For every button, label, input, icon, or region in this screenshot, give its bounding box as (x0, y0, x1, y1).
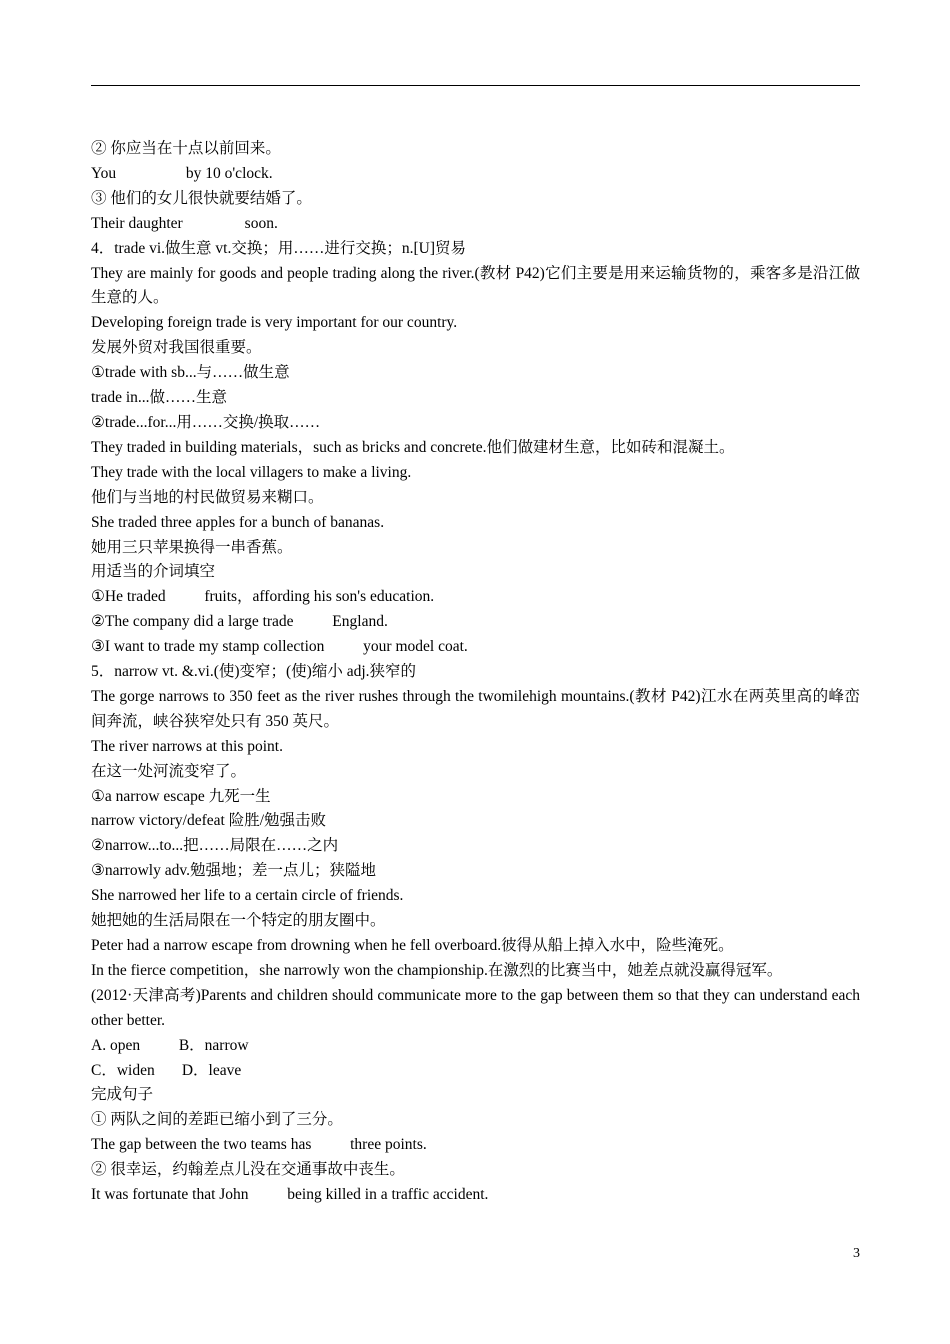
text-line: Peter had a narrow escape from drowning when he fell overboard.彼得从船上掉入水中，险些淹死。 (91, 937, 734, 954)
text-line: 发展外贸对我国很重要。 (91, 339, 262, 357)
text-line: Developing foreign trade is very important for our country. (91, 314, 458, 332)
text-line: trade in...做……生意 (91, 389, 228, 407)
text-line: ②The company did a large trade England. (91, 613, 388, 631)
text-line: She traded three apples for a bunch of bananas. (91, 513, 385, 531)
text-line: They trade with the local villagers to make a living. (91, 463, 412, 481)
section-heading: 4．trade vi.做生意 vt.交换；用……进行交换；n.[U]贸易 (91, 239, 466, 257)
text-line: ③narrowly adv.勉强地；差一点儿；狭隘地 (91, 862, 376, 880)
text-line: 她用三只苹果换得一串香蕉。 (91, 538, 293, 556)
text-line: In the fierce competition，she narrowly won the championship.在激烈的比赛当中，她差点就没赢得冠军。 (91, 961, 783, 979)
text-line: 用适当的介词填空 (91, 563, 216, 581)
text-line: It was fortunate that John being killed in a traffic accident. (91, 1186, 489, 1204)
page-number: 3 (853, 1246, 860, 1261)
text-line: You by 10 o'clock. (91, 164, 273, 182)
text-line: The gap between the two teams has three points. (91, 1136, 427, 1154)
text-line: ②narrow...to...把……局限在……之内 (91, 837, 339, 855)
text-line: ③ 他们的女儿很快就要结婚了。 (91, 189, 312, 207)
text-paragraph: (2012·天津高考)Parents and children should communicate more to the gap between them so that they can understand each other better. (91, 986, 860, 1029)
text-paragraph: The gorge narrows to 350 feet as the river rushes through the twomilehigh mountains.(教材 P42)江水在两英里高的峰峦间奔流，峡谷狭窄处只有 350 英尺。 (91, 687, 860, 730)
text-line: They traded in building materials，such as bricks and concrete.他们做建材生意，比如砖和混凝土。 (91, 438, 735, 456)
text-line: She narrowed her life to a certain circle of friends. (91, 887, 404, 905)
text-line: The river narrows at this point. (91, 737, 283, 755)
section-heading: 5．narrow vt. &.vi.(使)变窄；(使)缩小 adj.狭窄的 (91, 663, 417, 681)
text-line: ①He traded fruits，affording his son's education. (91, 588, 435, 606)
text-paragraph: They are mainly for goods and people trading along the river.(教材 P42)它们主要是用来运输货物的，乘客多是沿江做生意的人。 (91, 264, 860, 307)
text-line: ③I want to trade my stamp collection your model coat. (91, 638, 468, 656)
text-line: ②trade...for...用……交换/换取…… (91, 413, 321, 431)
document-body (91, 137, 860, 1208)
text-line: ①a narrow escape 九死一生 (91, 787, 271, 805)
option-line: A. open B．narrow (91, 1036, 249, 1054)
text-line: 他们与当地的村民做贸易来糊口。 (91, 488, 324, 506)
text-line: narrow victory/defeat 险胜/勉强击败 (91, 812, 327, 830)
header-rule (91, 85, 860, 86)
text-line: Their daughter soon. (91, 214, 278, 232)
option-line: C．widen D．leave (91, 1061, 242, 1079)
text-line: ①trade with sb...与……做生意 (91, 364, 290, 382)
text-line: ① 两队之间的差距已缩小到了三分。 (91, 1111, 343, 1129)
text-line: 完成句子 (91, 1086, 154, 1104)
text-line: 她把她的生活局限在一个特定的朋友圈中。 (91, 912, 386, 930)
text-line: 在这一处河流变窄了。 (91, 762, 247, 780)
text-line: ② 你应当在十点以前回来。 (91, 140, 281, 157)
text-line: ② 很幸运，约翰差点儿没在交通事故中丧生。 (91, 1161, 405, 1179)
